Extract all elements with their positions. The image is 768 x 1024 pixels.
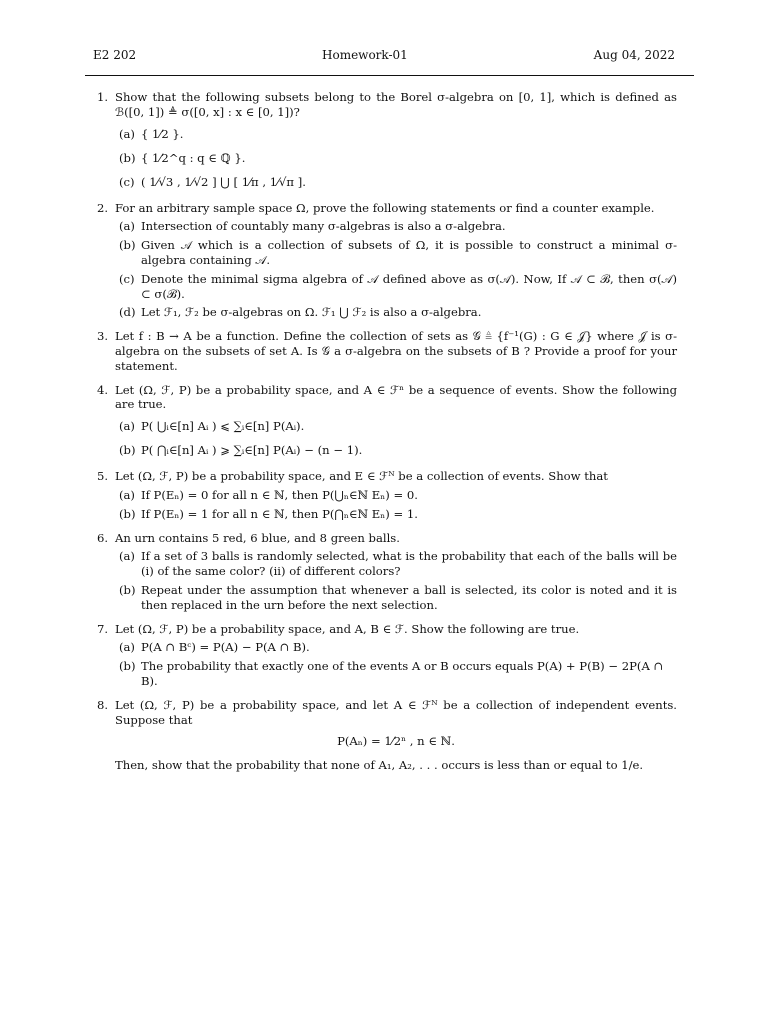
subpart-label: (b) [119,659,136,674]
problem-number: 7. [97,621,109,636]
subpart-4a [115,417,677,436]
subpart-label: (a) [119,419,135,434]
subpart-4b [115,441,677,460]
problem-text: Let (Ω, ℱ, P) be a probability space, and let A ∈ ℱᴺ be a collection of independent events. Suppose that [115,697,677,727]
subpart-2d [115,305,677,320]
subpart-text: Let ℱ₁, ℱ₂ be σ-algebras on Ω. ℱ₁ ⋃ ℱ₂ is also a σ-algebra. [141,305,482,320]
subpart-7b [115,659,677,689]
subpart-label: (c) [119,271,135,286]
problem-text: Let f : B → A be a function. Define the collection of sets as 𝒢 ≜ {f⁻¹(G) : G ∈ 𝒥} where 𝒥 is σ-algebra on the subsets of set A. Is 𝒢 a σ-algebra on the subsets of B ? Provide a proof for your statement. [115,329,677,373]
subpart-5a [115,488,677,503]
subpart-1b [115,149,677,168]
problem-text-continued: Then, show that the probability that none of A₁, A₂, . . . occurs is less than or equal to 1/e. [115,758,644,773]
subpart-text: Repeat under the assumption that whenever a ball is selected, its color is noted and it is then replaced in the urn before the next selection. [141,582,677,612]
problem-list [97,90,677,782]
problem-number: 4. [97,382,109,397]
subpart-1c [115,173,677,192]
subpart-text: Denote the minimal sigma algebra of 𝒜 defined above as σ(𝒜). Now, If 𝒜 ⊂ ℬ, then σ(𝒜) ⊂ σ(ℬ). [141,271,677,301]
problem-number: 1. [97,90,109,104]
document-title: Homework-01 [322,48,408,62]
subpart-label: (b) [119,150,136,165]
subpart-2c [115,272,677,302]
problem-1 [97,90,677,192]
problem-6 [97,531,677,613]
subpart-6a [115,549,677,579]
subpart-7a [115,640,677,655]
problem-5 [97,469,677,521]
subpart-2b [115,238,677,268]
problem-text: An urn contains 5 red, 6 blue, and 8 green balls. [115,530,400,545]
document-date: Aug 04, 2022 [593,48,675,62]
subpart-label: (a) [119,640,135,655]
problem-text: Let (Ω, ℱ, P) be a probability space, and E ∈ ℱᴺ be a collection of events. Show that [115,469,608,484]
problem-number: 8. [97,697,109,712]
subpart-label: (a) [119,487,135,502]
course-code: E2 202 [93,48,137,62]
problem-text: Let (Ω, ℱ, P) be a probability space, and A ∈ ℱⁿ be a sequence of events. Show the following are true. [115,382,677,412]
subpart-text: If a set of 3 balls is randomly selected, what is the probability that each of the balls will be (i) of the same color? (ii) of different colors? [141,549,677,579]
subpart-label: (b) [119,443,136,458]
problem-4 [97,383,677,461]
display-equation: P(Aₙ) = 1⁄2ⁿ , n ∈ ℕ. [337,734,455,749]
problem-number: 2. [97,200,109,215]
subpart-text: If P(Eₙ) = 0 for all n ∈ ℕ, then P(⋃ₙ∈ℕ Eₙ) = 0. [141,487,418,502]
subpart-label: (b) [119,238,136,253]
subpart-label: (a) [119,219,135,234]
subpart-label: (b) [119,506,136,521]
problem-text: Show that the following subsets belong to the Borel σ-algebra on [0, 1], which is defined as ℬ([0, 1]) ≜ σ([0, x] : x ∈ [0, 1])? [115,90,677,119]
page-header [93,48,675,64]
problem-number: 3. [97,329,109,344]
subpart-label: (c) [119,174,135,189]
problem-number: 6. [97,530,109,545]
problem-2 [97,201,677,321]
subpart-text: P(A ∩ Bᶜ) = P(A) − P(A ∩ B). [141,640,310,655]
subpart-label: (a) [119,126,135,141]
subpart-label: (d) [119,305,136,320]
problem-text: Let (Ω, ℱ, P) be a probability space, and A, B ∈ ℱ. Show the following are true. [115,621,580,636]
subpart-text: If P(Eₙ) = 1 for all n ∈ ℕ, then P(⋂ₙ∈ℕ Eₙ) = 1. [141,506,418,521]
subpart-text: Intersection of countably many σ-algebras is also a σ-algebra. [141,219,506,234]
subpart-text: Given 𝒜 which is a collection of subsets of Ω, it is possible to construct a minimal σ-algebra containing 𝒜. [141,238,677,267]
subpart-text: The probability that exactly one of the events A or B occurs equals P(A) + P(B) − 2P(A ∩ B). [141,659,664,688]
subpart-label: (b) [119,582,136,597]
subpart-label: (a) [119,549,135,564]
subpart-text: { 1⁄2^q : q ∈ ℚ }. [141,150,246,165]
problem-text: For an arbitrary sample space Ω, prove the following statements or find a counter example. [115,200,655,215]
problem-3 [97,329,677,373]
problem-number: 5. [97,469,109,484]
subpart-2a [115,219,677,234]
subpart-6b [115,583,677,613]
subpart-text: { 1⁄2 }. [141,126,184,141]
subpart-text: ( 1⁄√3 , 1⁄√2 ] ⋃ [ 1⁄π , 1⁄√π ]. [141,174,306,189]
subpart-5b [115,507,677,522]
subpart-text: P( ⋂ᵢ∈[n] Aᵢ ) ⩾ ∑ᵢ∈[n] P(Aᵢ) − (n − 1). [141,443,363,458]
problem-8 [97,698,677,773]
header-rule [85,75,694,76]
subpart-1a [115,125,677,144]
subpart-text: P( ⋃ᵢ∈[n] Aᵢ ) ⩽ ∑ᵢ∈[n] P(Aᵢ). [141,419,305,434]
problem-7 [97,622,677,689]
